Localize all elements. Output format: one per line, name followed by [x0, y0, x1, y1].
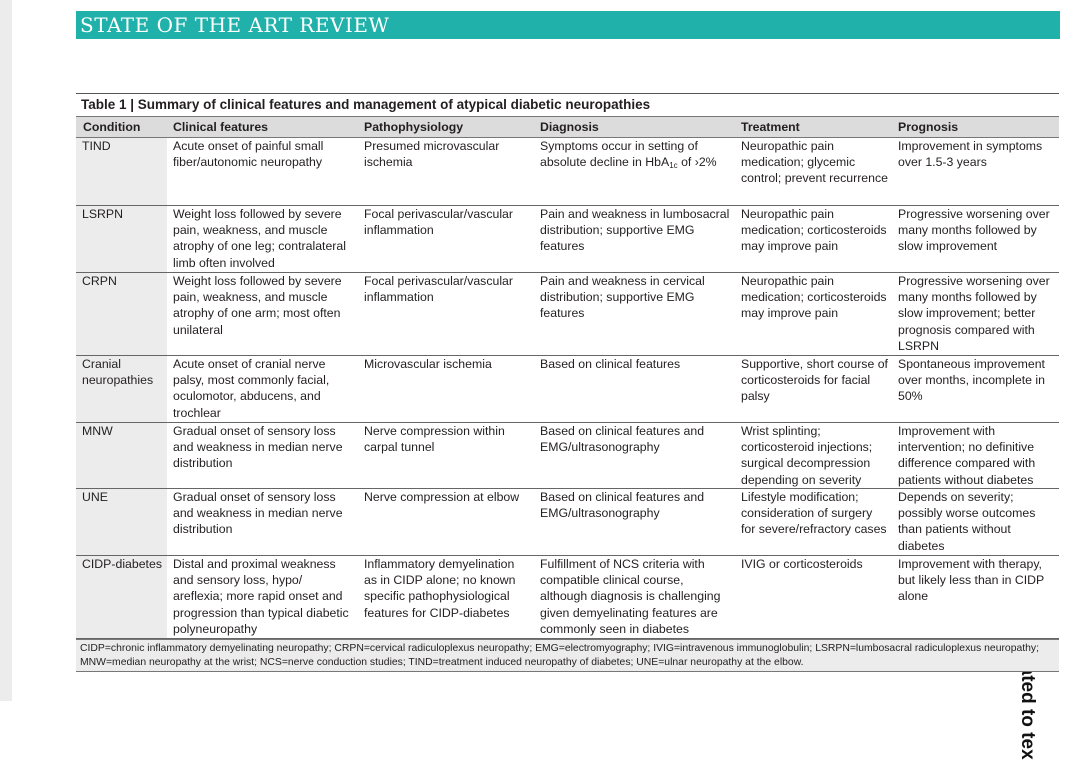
- table-row: [76, 556, 1059, 639]
- cell-diagnosis: Based on clinical features: [534, 356, 735, 423]
- cell-pathophysiology: Nerve compression at elbow: [358, 489, 534, 556]
- summary-table-block: [76, 93, 1059, 672]
- cell-clinical-features: Acute onset of painful small fiber/autonomic neuropathy: [167, 138, 358, 206]
- cell-diagnosis: Based on clinical features and EMG/ultrasonography: [534, 423, 735, 489]
- cell-pathophysiology: Focal perivascular/vascular inflammation: [358, 273, 534, 356]
- cell-prognosis: Spontaneous improvement over months, incomplete in 50%: [892, 356, 1059, 423]
- section-banner: [76, 11, 1060, 39]
- table-row: [76, 206, 1059, 273]
- diagnosis-threshold: of ›2%: [677, 155, 717, 170]
- cell-prognosis: Improvement with intervention; no definitive difference compared with patients without diabetes: [892, 423, 1059, 489]
- cell-diagnosis: Based on clinical features and EMG/ultrasonography: [534, 489, 735, 556]
- table-header-row: [76, 117, 1059, 138]
- cell-treatment: Supportive, short course of corticosteroids for facial palsy: [735, 356, 892, 423]
- cell-prognosis: Improvement in symptoms over 1.5-3 years: [892, 138, 1059, 206]
- cell-clinical-features: Weight loss followed by severe pain, weakness, and muscle atrophy of one leg; contralateral limb often involved: [167, 206, 358, 273]
- cell-prognosis: Depends on severity; possibly worse outcomes than patients without diabetes: [892, 489, 1059, 556]
- table-caption: Table 1 | Summary of clinical features and management of atypical diabetic neuropathies: [76, 94, 1059, 116]
- cell-prognosis: Progressive worsening over many months followed by slow improvement: [892, 206, 1059, 273]
- table-row: [76, 356, 1059, 423]
- cell-condition: Cranial neuropathies: [76, 356, 167, 423]
- table-row: [76, 489, 1059, 556]
- cell-treatment: Neuropathic pain medication; corticosteroids may improve pain: [735, 273, 892, 356]
- header-diagnosis: Diagnosis: [534, 117, 735, 138]
- table-row: [76, 423, 1059, 489]
- cell-condition: CIDP-diabetes: [76, 556, 167, 639]
- header-condition: Condition: [76, 117, 167, 138]
- cell-condition: MNW: [76, 423, 167, 489]
- summary-table: [76, 116, 1059, 639]
- header-clinical-features: Clinical features: [167, 117, 358, 138]
- cell-pathophysiology: Microvascular ischemia: [358, 356, 534, 423]
- table-row: [76, 138, 1059, 206]
- cell-pathophysiology: Nerve compression within carpal tunnel: [358, 423, 534, 489]
- cell-prognosis: Improvement with therapy, but likely less than in CIDP alone: [892, 556, 1059, 639]
- cell-clinical-features: Gradual onset of sensory loss and weakness in median nerve distribution: [167, 489, 358, 556]
- cell-pathophysiology: Focal perivascular/vascular inflammation: [358, 206, 534, 273]
- cell-clinical-features: Weight loss followed by severe pain, weakness, and muscle atrophy of one arm; most often unilateral: [167, 273, 358, 356]
- table-footnote: CIDP=chronic inflammatory demyelinating neuropathy; CRPN=cervical radiculoplexus neuropathy; EMG=electromyography; IVIG=intravenous immunoglobulin; LSRPN=lumbosacral radiculoplexus neuropathy; MNW=median neuropathy at the wrist; NCS=nerve conduction studies; TIND=treatment induced neuropathy of diabetes; UNE=ulnar neuropathy at the elbow.: [76, 639, 1059, 672]
- cell-clinical-features: Acute onset of cranial nerve palsy, most commonly facial, oculomotor, abducens, and trochlear: [167, 356, 358, 423]
- cell-treatment: Lifestyle modification; consideration of surgery for severe/refractory cases: [735, 489, 892, 556]
- hba1c-subscript: 1c: [669, 161, 678, 171]
- cell-condition: LSRPN: [76, 206, 167, 273]
- cell-diagnosis: [534, 138, 735, 206]
- diagnosis-text: Symptoms occur in setting of absolute decline in HbA: [540, 139, 698, 170]
- header-treatment: Treatment: [735, 117, 892, 138]
- cell-prognosis: Progressive worsening over many months followed by slow improvement; better prognosis compared with LSRPN: [892, 273, 1059, 356]
- cell-clinical-features: Gradual onset of sensory loss and weakness in median nerve distribution: [167, 423, 358, 489]
- page-left-margin: [0, 0, 12, 701]
- header-pathophysiology: Pathophysiology: [358, 117, 534, 138]
- header-prognosis: Prognosis: [892, 117, 1059, 138]
- banner-title: STATE OF THE ART REVIEW: [80, 13, 390, 37]
- cell-pathophysiology: Inflammatory demyelination as in CIDP alone; no known specific pathophysiological features for CIDP-diabetes: [358, 556, 534, 639]
- cell-treatment: Neuropathic pain medication; corticosteroids may improve pain: [735, 206, 892, 273]
- cell-treatment: Wrist splinting; corticosteroid injections; surgical decompression depending on severity: [735, 423, 892, 489]
- cell-diagnosis: Pain and weakness in cervical distribution; supportive EMG features: [534, 273, 735, 356]
- cell-treatment: Neuropathic pain medication; glycemic control; prevent recurrence: [735, 138, 892, 206]
- cell-diagnosis: Pain and weakness in lumbosacral distribution; supportive EMG features: [534, 206, 735, 273]
- cell-diagnosis: Fulfillment of NCS criteria with compatible clinical course, although diagnosis is challenging given demyelinating features are commonly seen in diabetes: [534, 556, 735, 639]
- cell-treatment: IVIG or corticosteroids: [735, 556, 892, 639]
- cell-condition: UNE: [76, 489, 167, 556]
- cell-pathophysiology: Presumed microvascular ischemia: [358, 138, 534, 206]
- cell-clinical-features: Distal and proximal weakness and sensory loss, hypo/ areflexia; more rapid onset and progression than typical diabetic polyneuropathy: [167, 556, 358, 639]
- cell-condition: TIND: [76, 138, 167, 206]
- table-row: [76, 273, 1059, 356]
- cell-condition: CRPN: [76, 273, 167, 356]
